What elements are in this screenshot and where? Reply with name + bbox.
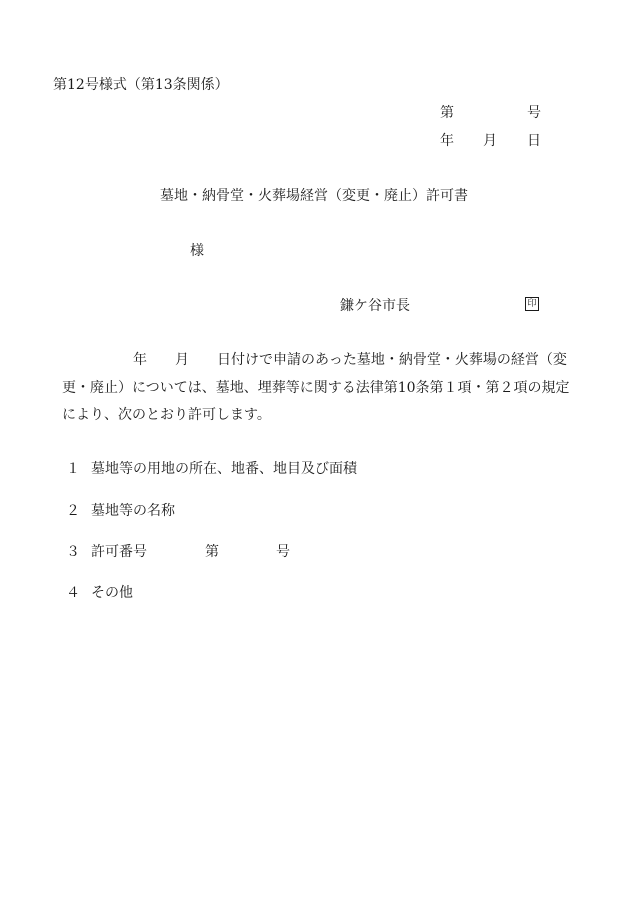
form-number: 第12号様式（第13条関係） [53, 77, 229, 93]
item-label: その他 [91, 585, 133, 601]
date-month-label: 月 [483, 133, 497, 149]
document-number-prefix: 第 [440, 105, 454, 121]
permit-number-prefix: 第 [205, 544, 219, 560]
list-item [66, 543, 147, 561]
body-line-3: により、次のとおり許可します。 [62, 407, 271, 423]
item-number: ３ [66, 544, 80, 560]
permit-number-suffix: 号 [276, 544, 290, 560]
item-label: 墓地等の名称 [91, 503, 175, 519]
seal-mark: 印 [525, 297, 539, 311]
item-number: ４ [66, 585, 80, 601]
date-year-label: 年 [440, 133, 454, 149]
item-label: 墓地等の用地の所在、地番、地目及び面積 [91, 461, 357, 477]
body-line-1: 年 月 日付けで申請のあった墓地・納骨堂・火葬場の経営（変 [133, 352, 567, 368]
document-number-suffix: 号 [527, 105, 541, 121]
item-number: ２ [66, 503, 80, 519]
item-label: 許可番号 [91, 544, 147, 560]
item-number: １ [66, 461, 80, 477]
list-item [66, 460, 357, 478]
addressee-honorific: 様 [190, 243, 204, 259]
document-title: 墓地・納骨堂・火葬場経営（変更・廃止）許可書 [160, 188, 468, 204]
list-item [66, 502, 175, 520]
list-item [66, 584, 133, 602]
body-line-2: 更・廃止）については、墓地、埋葬等に関する法律第10条第１項・第２項の規定 [62, 380, 570, 396]
issuer-name: 鎌ケ谷市長 [340, 298, 410, 314]
date-day-label: 日 [527, 133, 541, 149]
